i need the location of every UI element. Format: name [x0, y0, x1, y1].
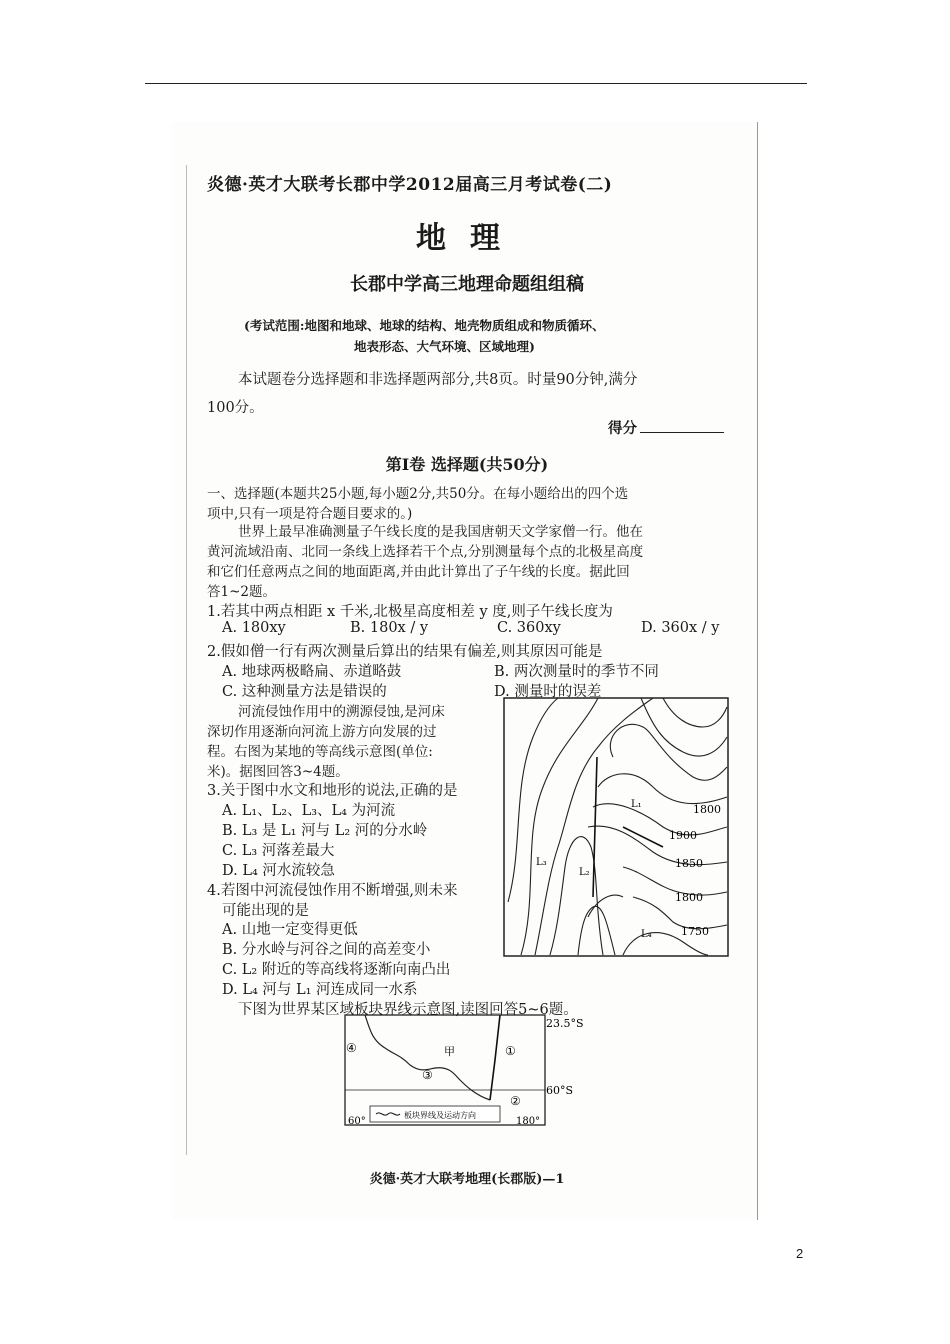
label-l1: L₁ [631, 799, 642, 810]
marker-3: ③ [422, 1068, 433, 1082]
marker-1: ① [505, 1044, 516, 1058]
intro-line-2: 100分。 [207, 400, 264, 416]
contour-lines [508, 698, 727, 955]
q4-option-c: C. L₂ 附近的等高线将逐渐向南凸出 [222, 962, 451, 978]
q4-option-a: A. 山地一定变得更低 [222, 922, 358, 938]
passage2-line-2: 深切作用逐渐向河流上游方向发展的过 [207, 724, 437, 740]
q3-option-d: D. L₄ 河水流较急 [222, 863, 335, 879]
legend-text: 板块界线及运动方向 [404, 1111, 476, 1120]
elevation-labels [669, 803, 721, 938]
passage1-line-2: 黄河流域沿南、北同一条线上选择若干个点,分别测量每个点的北极星高度 [207, 544, 644, 560]
section-title: 第Ⅰ卷 选择题(共50分) [385, 455, 549, 474]
passage1-line-4: 答1~2题。 [207, 584, 276, 600]
elevation-label: 1850 [675, 857, 703, 870]
page-footer: 炎德·英才大联考地理(长郡版)—1 [369, 1172, 565, 1187]
q1-option-a: A. 180xy [222, 620, 286, 636]
instructions-line-2: 项中,只有一项是符合题目要求的。) [207, 506, 413, 522]
plate-boundary-map [340, 1010, 584, 1132]
q1-option-d: D. 360x / y [641, 620, 720, 636]
exam-school: 长郡中学2012届高三月考试卷(二) [335, 175, 613, 195]
q1-option-c: C. 360xy [497, 620, 561, 636]
plate-boundary [490, 1015, 500, 1100]
q3-option-c: C. L₃ 河落差最大 [222, 843, 335, 859]
scope-line-1: (考试范围:地图和地球、地球的结构、地壳物质组成和物质循环、 [244, 318, 605, 333]
q1-option-b: B. 180x / y [350, 620, 429, 636]
scan-left-edge [186, 165, 187, 1155]
region-label: 甲 [444, 1045, 455, 1058]
q2-option-c: C. 这种测量方法是错误的 [222, 684, 387, 700]
passage2-line-4: 米)。据图回答3~4题。 [207, 764, 349, 780]
elevation-label: 1750 [681, 925, 709, 938]
label-l2: L₂ [579, 867, 590, 878]
passage2-line-3: 程。右图为某地的等高线示意图(单位: [207, 744, 433, 760]
elevation-label: 1800 [675, 891, 703, 904]
scan-right-edge [757, 122, 758, 1220]
elevation-label: 1900 [669, 829, 697, 842]
marker-2: ② [510, 1094, 521, 1108]
q4-option-d: D. L₄ 河与 L₁ 河连成同一水系 [222, 982, 418, 998]
q4-option-b: B. 分水岭与河谷之间的高差变小 [222, 942, 431, 958]
passage2-line-1: 河流侵蚀作用中的溯源侵蚀,是河床 [238, 704, 445, 720]
contour-map-frame [504, 698, 728, 956]
q3-stem: 3.关于图中水文和地形的说法,正确的是 [207, 783, 458, 799]
longitude-label-right: 180° [516, 1116, 541, 1127]
score-label: 得分 [608, 420, 637, 437]
intro-line-1: 本试题卷分选择题和非选择题两部分,共8页。时量90分钟,满分 [238, 372, 638, 388]
exam-series: 炎德·英才大联考 [207, 175, 336, 195]
latitude-label-mid: 60°S [546, 1084, 574, 1097]
q2-option-a: A. 地球两极略扁、赤道略鼓 [222, 664, 402, 680]
passage1-line-3: 和它们任意两点之间的地面距离,并由此计算出了子午线的长度。据此回 [207, 564, 630, 580]
q3-option-a: A. L₁、L₂、L₃、L₄ 为河流 [222, 803, 396, 819]
river-l1-seg [623, 827, 663, 847]
top-rule [145, 83, 807, 84]
passage3-line-1: 下图为世界某区域板块界线示意图,读图回答5~6题。 [238, 1002, 578, 1018]
latitude-label-top: 23.5°S [546, 1017, 584, 1030]
page-number: 2 [796, 1246, 804, 1261]
exam-header [207, 170, 727, 195]
marker-4: ④ [346, 1041, 357, 1055]
longitude-label-left: 60° [348, 1116, 366, 1127]
contour-map [503, 697, 729, 957]
subject-title: 地理 [416, 221, 524, 256]
authors-line: 长郡中学高三地理命题组组稿 [350, 274, 584, 295]
q3-option-b: B. L₃ 是 L₁ 河与 L₂ 河的分水岭 [222, 823, 428, 839]
elevation-label: 1800 [693, 803, 721, 816]
q2-stem: 2.假如僧一行有两次测量后算出的结果有偏差,则其原因可能是 [207, 644, 603, 660]
q2-option-b: B. 两次测量时的季节不同 [494, 664, 659, 680]
instructions-line-1: 一、选择题(本题共25小题,每小题2分,共50分。在每小题给出的四个选 [207, 486, 629, 502]
q2-option-d: D. 测量时的误差 [494, 684, 602, 700]
label-l4: L₄ [641, 929, 652, 940]
q1-stem: 1.若其中两点相距 x 千米,北极星高度相差 y 度,则子午线长度为 [207, 604, 613, 620]
passage1-line-1: 世界上最早准确测量子午线长度的是我国唐朝天文学家僧一行。他在 [238, 524, 643, 540]
river-lines [593, 757, 663, 897]
score-blank [640, 432, 724, 433]
scope-line-2: 地表形态、大气环境、区域地理) [354, 339, 535, 354]
coastline [365, 1015, 490, 1100]
q4-stem-line-1: 4.若图中河流侵蚀作用不断增强,则未来 [207, 883, 458, 899]
label-l3: L₃ [536, 857, 547, 868]
q4-stem-line-2: 可能出现的是 [222, 903, 309, 919]
